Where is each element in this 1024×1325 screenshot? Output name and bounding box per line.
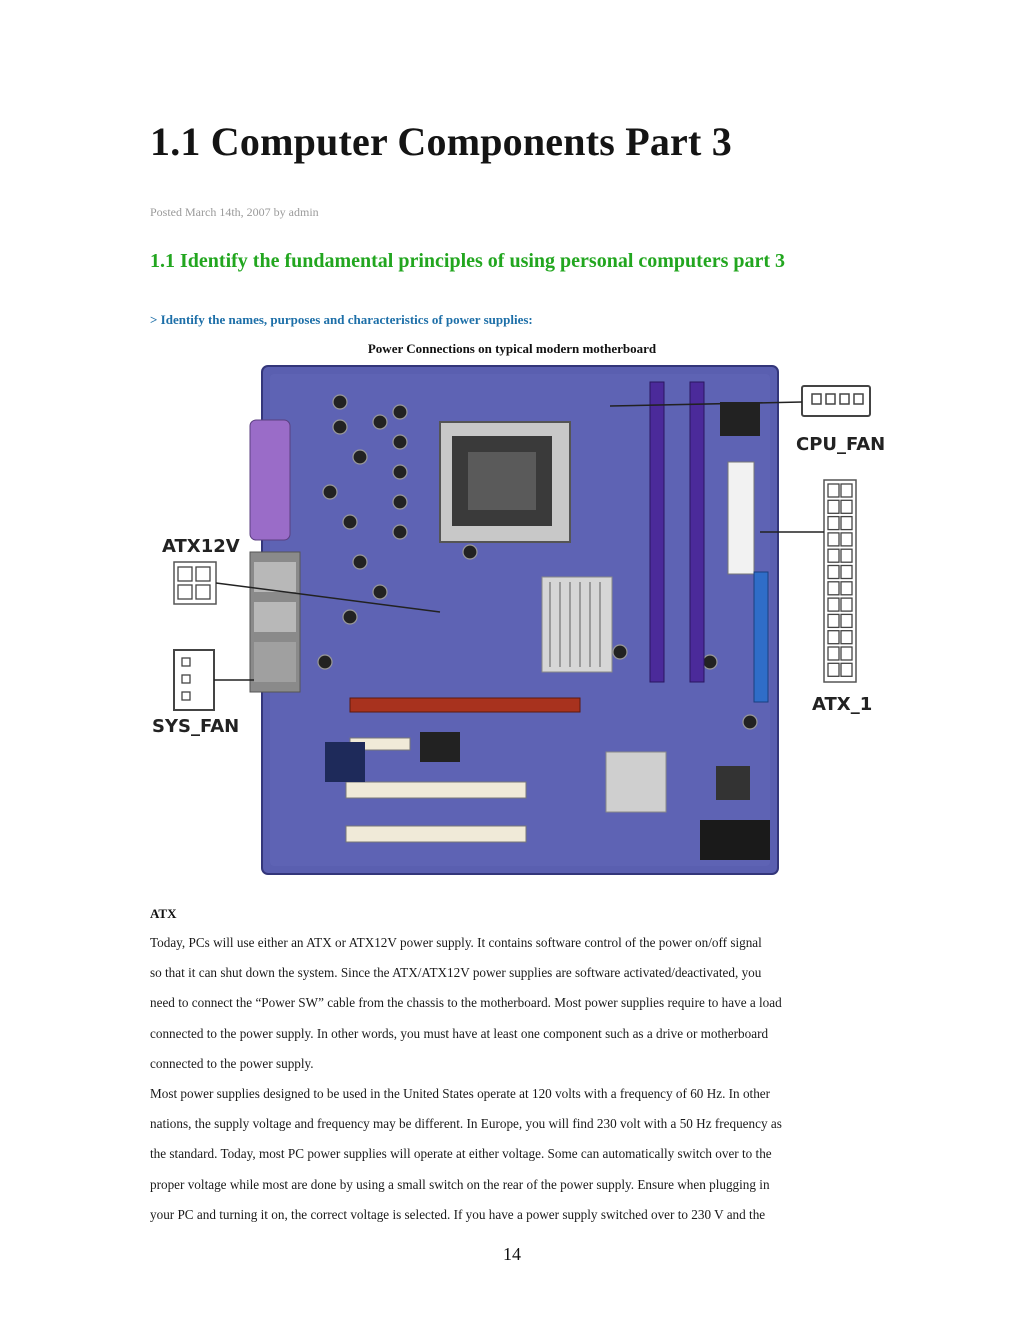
cpu-fan-label: CPU_FAN — [796, 434, 886, 455]
sys-fan-label: SYS_FAN — [152, 716, 240, 737]
post-meta: Posted March 14th, 2007 by admin — [150, 205, 319, 219]
body-line: connected to the power supply. — [150, 1055, 314, 1071]
body-line: Most power supplies designed to be used in the United States operate at 120 volts with a frequency of 60 Hz. In other — [150, 1086, 771, 1102]
atx-1-label: ATX_1 — [812, 694, 873, 715]
chip — [420, 732, 460, 762]
atx-1-connector — [824, 480, 856, 682]
ram-slot-2 — [690, 382, 704, 682]
ide-connector — [754, 572, 768, 702]
southbridge-heatsink — [606, 752, 666, 812]
pci-slot-1 — [346, 782, 526, 798]
atx-heading: ATX — [150, 906, 177, 921]
parallel-port — [250, 420, 290, 540]
body-line: need to connect the “Power SW” cable from the chassis to the motherboard. Most power supplies require to have a load — [150, 995, 782, 1011]
objective-heading: > Identify the names, purposes and characteristics of power supplies: — [150, 312, 533, 327]
chip — [325, 742, 365, 782]
body-line: Today, PCs will use either an ATX or ATX12V power supply. It contains software control of the power on/off signal — [150, 935, 762, 950]
ram-slot-1 — [650, 382, 664, 682]
body-line: nations, the supply voltage and frequency may be different. In Europe, you will find 230 volt with a 50 Hz frequency as — [150, 1116, 782, 1132]
chip — [720, 402, 760, 436]
atx-24pin-socket — [728, 462, 754, 574]
page-title: 1.1 Computer Components Part 3 — [150, 119, 732, 164]
sys-fan-connector — [174, 650, 214, 710]
pcie-x16-slot — [350, 698, 580, 712]
sys-fan-callout — [152, 650, 254, 737]
body-text — [150, 928, 880, 1230]
body-line: your PC and turning it on, the correct voltage is selected. If you have a power supply switched over to 230 V and the — [150, 1206, 766, 1222]
motherboard-figure — [150, 362, 904, 890]
body-line: proper voltage while most are done by using a small switch on the rear of the power supply. Ensure when plugging in — [150, 1176, 770, 1192]
pci-slot-2 — [346, 826, 526, 842]
body-line: the standard. Today, most PC power supplies will operate at either voltage. Some can automatically switch over to the — [150, 1146, 772, 1162]
sata-connectors — [700, 820, 770, 860]
figure-caption: Power Connections on typical modern motherboard — [367, 341, 657, 356]
chipset-heatsink — [542, 577, 612, 672]
page-number: 14 — [503, 1244, 521, 1264]
chip — [716, 766, 750, 800]
atx12v-label: ATX12V — [162, 536, 240, 557]
body-line: so that it can shut down the system. Since the ATX/ATX12V power supplies are software activated/deactivated, you — [150, 965, 762, 981]
section-subtitle: 1.1 Identify the fundamental principles of using personal computers part 3 — [150, 250, 786, 272]
body-line: connected to the power supply. In other words, you must have at least one component such as a drive or motherboard — [150, 1025, 769, 1041]
